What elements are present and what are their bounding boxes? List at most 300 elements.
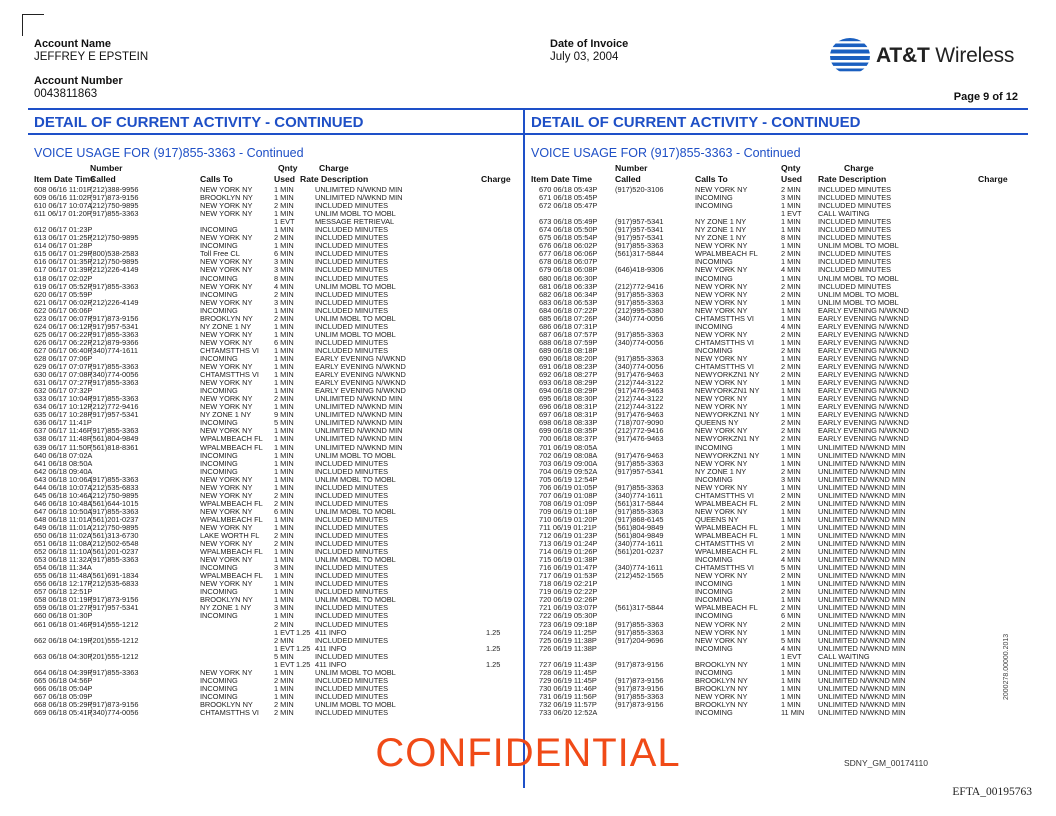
- calls-to: NY ZONE 1 NY: [200, 603, 252, 613]
- item-date-time: 673 06/18 05:49P: [539, 217, 598, 227]
- calls-to: NEW YORK NY: [695, 297, 748, 307]
- calls-to: CHTAMSTTHS VI: [695, 313, 754, 323]
- description: INCLUDED MINUTES: [315, 531, 389, 541]
- called-number: (561)313-6730: [90, 531, 139, 541]
- table-row: [531, 588, 1021, 596]
- calls-to: NEW YORK NY: [200, 233, 253, 243]
- qty-used: 1 MIN: [274, 193, 294, 203]
- table-row: [531, 500, 1021, 508]
- calls-to: BROOKLYN NY: [695, 659, 748, 669]
- called-number: (917)873-9156: [615, 683, 664, 693]
- qty-used: 2 MIN: [781, 185, 801, 194]
- qty-used: 2 MIN: [274, 700, 294, 709]
- calls-to: NY ZONE 1 NY: [695, 225, 747, 235]
- item-date-time: 674 06/18 05:50P: [539, 225, 598, 235]
- qty-used: 2 MIN: [781, 603, 801, 613]
- item-date-time: 657 06/18 12:51P: [34, 587, 93, 597]
- qty-used: 1 MIN: [274, 225, 294, 235]
- table-row: [531, 492, 1021, 500]
- item-date-time: 626 06/17 06:22P: [34, 337, 93, 347]
- description: EARLY EVENING N/WKND: [818, 329, 909, 339]
- called-number: (646)418-9306: [615, 265, 664, 275]
- table-row: [531, 202, 1021, 210]
- table-row: [531, 460, 1021, 468]
- calls-to: NEW YORK NY: [200, 579, 253, 589]
- called-number: (561)818-8361: [90, 442, 139, 452]
- table-row: [531, 371, 1021, 379]
- called-number: (340)774-0056: [615, 337, 664, 347]
- table-row: [531, 395, 1021, 403]
- description: INCLUDED MINUTES: [315, 579, 389, 589]
- qty-used: 3 MIN: [274, 265, 294, 275]
- description: INCLUDED MINUTES: [315, 273, 389, 283]
- calls-to: NEW YORK NY: [695, 378, 748, 388]
- invoice-date: July 03, 2004: [550, 51, 619, 63]
- description: EARLY EVENING N/WKND: [818, 321, 909, 331]
- qty-used: 1 MIN: [274, 345, 294, 355]
- item-date-time: 706 06/19 01:05P: [539, 482, 598, 492]
- qty-used: 8 MIN: [274, 273, 294, 283]
- page-number: Page 9 of 12: [953, 91, 1018, 103]
- description: INCLUDED MINUTES: [315, 249, 389, 259]
- calls-to: NEW YORK NY: [695, 394, 748, 404]
- qty-used: 1 MIN: [781, 482, 801, 492]
- calls-to: INCOMING: [200, 386, 238, 396]
- table-row: [531, 419, 1021, 427]
- item-date-time: 653 06/18 11:32A: [34, 555, 92, 565]
- description: UNLIM MOBL TO MOBL: [818, 241, 899, 251]
- item-date-time: 669 06/18 05:41P: [34, 708, 93, 718]
- table-row: [531, 685, 1021, 693]
- calls-to: NEW YORK NY: [200, 522, 253, 532]
- item-date-time: 667 06/18 05:09P: [34, 691, 93, 701]
- called-number: (917)873-9156: [615, 700, 664, 709]
- table-row: [531, 323, 1021, 331]
- description: UNLIM MOBL TO MOBL: [315, 329, 396, 339]
- qty-used: 1 MIN: [274, 362, 294, 372]
- description: INCLUDED MINUTES: [818, 265, 892, 275]
- item-date-time: 647 06/18 10:50A: [34, 506, 93, 516]
- invoice-date-label: Date of Invoice: [550, 38, 629, 50]
- called-number: (917)476-9463: [615, 370, 664, 380]
- item-date-time: 716 06/19 01:47P: [539, 563, 598, 573]
- item-date-time: 698 06/18 08:33P: [539, 418, 598, 428]
- called-number: (917)957-5341: [615, 225, 664, 235]
- calls-to: NEW YORK NY: [200, 539, 253, 549]
- calls-to: INCOMING: [695, 595, 733, 605]
- table-row: [531, 661, 1021, 669]
- qty-used: 1 MIN: [274, 185, 294, 194]
- item-date-time: 684 06/18 07:22P: [539, 305, 598, 315]
- qty-used: 2 MIN: [781, 249, 801, 259]
- description: UNLIMITED N/WKND MIN: [315, 193, 403, 203]
- item-date-time: 702 06/19 08:08A: [539, 450, 598, 460]
- table-row: [531, 331, 1021, 339]
- qty-used: 1 MIN: [781, 386, 801, 396]
- item-date-time: 695 06/18 08:30P: [539, 394, 598, 404]
- calls-to: NEW YORK NY: [695, 458, 748, 468]
- item-date-time: 668 06/18 05:29P: [34, 700, 93, 709]
- qty-used: 11 MIN: [781, 708, 805, 718]
- description: UNLIMITED N/WKND MIN: [315, 418, 403, 428]
- description: UNLIMITED N/WKND MIN: [818, 531, 906, 541]
- qty-used: 1 MIN: [781, 627, 801, 637]
- rate: 1.25: [296, 643, 311, 653]
- table-row: [531, 508, 1021, 516]
- table-row: [531, 637, 1021, 645]
- calls-to: WPALMBEACH FL: [200, 498, 263, 508]
- calls-to: WPALMBEACH FL: [695, 547, 758, 557]
- description: UNLIM MOBL TO MOBL: [818, 289, 899, 299]
- qty-used: 3 MIN: [781, 193, 801, 203]
- item-date-time: 728 06/19 11:45P: [539, 667, 597, 677]
- description: INCLUDED MINUTES: [315, 321, 389, 331]
- description: INCLUDED MINUTES: [315, 691, 389, 701]
- description: UNLIM MOBL TO MOBL: [818, 273, 899, 283]
- calls-to: WPALMBEACH FL: [695, 249, 758, 259]
- item-date-time: 654 06/18 11:34A: [34, 563, 92, 573]
- description: INCLUDED MINUTES: [315, 305, 389, 315]
- called-number: (201)555-1212: [90, 651, 139, 661]
- item-date-time: 722 06/19 05:30P: [539, 611, 598, 621]
- qty-used: 4 MIN: [274, 281, 294, 291]
- description: UNLIM MOBL TO MOBL: [315, 313, 396, 323]
- qty-used: 1 MIN: [274, 450, 294, 460]
- rate: 1.25: [296, 659, 311, 669]
- item-date-time: 727 06/19 11:43P: [539, 659, 597, 669]
- calls-to: INCOMING: [200, 450, 238, 460]
- qty-used: 3 MIN: [274, 603, 294, 613]
- calls-to: NEW YORK NY: [695, 402, 748, 412]
- table-row: [531, 299, 1021, 307]
- called-number: (917)855-3363: [615, 619, 664, 629]
- description: UNLIMITED N/WKND MIN: [315, 402, 403, 412]
- table-row: [531, 548, 1021, 556]
- qty-used: 1 MIN: [274, 522, 294, 532]
- called-number: (212)772-9416: [615, 281, 664, 291]
- item-date-time: 683 06/18 06:53P: [539, 297, 598, 307]
- called-number: (561)201-0237: [90, 514, 139, 524]
- table-row: [531, 315, 1021, 323]
- item-date-time: 627 06/17 06:40P: [34, 345, 93, 355]
- description: EARLY EVENING N/WKND: [315, 353, 406, 363]
- table-row: [531, 604, 1021, 612]
- item-date-time: 617 06/17 01:39P: [34, 265, 93, 275]
- table-row: [531, 210, 1021, 218]
- table-row: [531, 291, 1021, 299]
- description: INCLUDED MINUTES: [818, 185, 892, 194]
- calls-to: NEW YORK NY: [200, 402, 253, 412]
- description: INCLUDED MINUTES: [315, 651, 389, 661]
- item-date-time: 636 06/17 11:41P: [34, 418, 92, 428]
- description: UNLIMITED N/WKND MIN: [818, 603, 906, 613]
- item-date-time: 634 06/17 10:12P: [34, 402, 93, 412]
- table-row: [531, 629, 1021, 637]
- item-date-time: 638 06/17 11:48P: [34, 434, 92, 444]
- description: UNLIMITED N/WKND MIN: [818, 442, 906, 452]
- item-date-time: 688 06/18 07:59P: [539, 337, 598, 347]
- item-date-time: 699 06/18 08:35P: [539, 426, 598, 436]
- qty-used: 2 MIN: [274, 531, 294, 541]
- calls-to: CHTAMSTTHS VI: [695, 362, 754, 372]
- qty-used: 3 MIN: [274, 257, 294, 267]
- item-date-time: 610 06/17 10:07A: [34, 201, 93, 211]
- calls-to: NEW YORK NY: [200, 265, 253, 275]
- description: UNLIMITED N/WKND MIN: [315, 426, 403, 436]
- called-number: (561)804-9849: [90, 434, 139, 444]
- item-date-time: 711 06/19 01:21P: [539, 522, 597, 532]
- qty-used: 1 MIN: [274, 353, 294, 363]
- description: INCLUDED MINUTES: [315, 490, 389, 500]
- calls-to: NEW YORK NY: [695, 691, 748, 701]
- item-date-time: 665 06/18 04:56P: [34, 675, 93, 685]
- called-number: (561)317-5844: [615, 498, 664, 508]
- qty-used: 1 MIN: [274, 587, 294, 597]
- vertical-id: 2000278.00000.2013: [1003, 633, 1010, 700]
- qty-used: 5 MIN: [781, 563, 801, 573]
- called-number: (212)750-9895: [90, 257, 139, 267]
- qty-used: 1 MIN: [781, 458, 801, 468]
- calls-to: INCOMING: [200, 241, 238, 251]
- description: INCLUDED MINUTES: [315, 611, 389, 621]
- table-row: [531, 363, 1021, 371]
- table-row: [531, 427, 1021, 435]
- qty-used: 1 MIN: [781, 225, 801, 235]
- called-number: (917)855-3363: [615, 458, 664, 468]
- qty-used: 3 MIN: [781, 474, 801, 484]
- qty-used: 1 MIN: [781, 394, 801, 404]
- usage-rows-left: [34, 186, 524, 717]
- description: UNLIMITED N/WKND MIN: [818, 482, 906, 492]
- calls-to: INCOMING: [200, 611, 238, 621]
- item-date-time: 655 06/18 11:48A: [34, 571, 92, 581]
- description: UNLIM MOBL TO MOBL: [315, 700, 396, 709]
- called-number: (917)476-9463: [615, 434, 664, 444]
- qty-used: 1 MIN: [781, 531, 801, 541]
- item-date-time: 659 06/18 01:27P: [34, 603, 93, 613]
- qty-used: 2 MIN: [781, 362, 801, 372]
- description: UNLIMITED N/WKND MIN: [315, 442, 403, 452]
- item-date-time: 643 06/18 10:06A: [34, 474, 93, 484]
- calls-to: INCOMING: [695, 193, 733, 203]
- description: UNLIM MOBL TO MOBL: [315, 595, 396, 605]
- description: UNLIMITED N/WKND MIN: [315, 394, 403, 404]
- item-date-time: 713 06/19 01:24P: [539, 539, 598, 549]
- called-number: (917)855-3363: [615, 241, 664, 251]
- description: 411 INFO: [315, 659, 347, 669]
- item-date-time: 664 06/18 04:39P: [34, 667, 93, 677]
- description: EARLY EVENING N/WKND: [315, 378, 406, 388]
- qty-used: 5 MIN: [274, 651, 294, 661]
- item-date-time: 705 06/19 12:54P: [539, 474, 598, 484]
- qty-used: 1 MIN: [274, 466, 294, 476]
- description: UNLIMITED N/WKND MIN: [818, 691, 906, 701]
- item-date-time: 658 06/18 01:19P: [34, 595, 93, 605]
- called-number: (917)957-5341: [90, 410, 139, 420]
- qty-used: 4 MIN: [781, 555, 801, 565]
- calls-to: WPALMBEACH FL: [695, 603, 758, 613]
- crop-mark: [22, 14, 44, 36]
- description: UNLIM MOBL TO MOBL: [315, 474, 396, 484]
- description: UNLIMITED N/WKND MIN: [818, 506, 906, 516]
- calls-to: INCOMING: [695, 587, 733, 597]
- description: INCLUDED MINUTES: [818, 217, 892, 227]
- item-date-time: 620 06/17 05:59P: [34, 289, 93, 299]
- item-date-time: 697 06/18 08:31P: [539, 410, 598, 420]
- table-row: [531, 347, 1021, 355]
- table-row: [531, 307, 1021, 315]
- item-date-time: 630 06/17 07:08P: [34, 370, 93, 380]
- item-date-time: 672 06/18 05:47P: [539, 201, 598, 211]
- description: UNLIMITED N/WKND MIN: [818, 571, 906, 581]
- calls-to: NEW YORK NY: [200, 257, 253, 267]
- description: INCLUDED MINUTES: [315, 289, 389, 299]
- description: UNLIMITED N/WKND MIN: [818, 611, 906, 621]
- qty-used: 5 MIN: [781, 635, 801, 645]
- item-date-time: 675 06/18 05:54P: [539, 233, 598, 243]
- calls-to: NEW YORK NY: [200, 490, 253, 500]
- qty-used: 1 MIN: [274, 571, 294, 581]
- qty-used: 8 MIN: [781, 233, 801, 243]
- calls-to: INCOMING: [200, 458, 238, 468]
- table-row: [531, 532, 1021, 540]
- table-row: [531, 677, 1021, 685]
- description: 411 INFO: [315, 627, 347, 637]
- table-row: [531, 218, 1021, 226]
- description: INCLUDED MINUTES: [315, 514, 389, 524]
- description: INCLUDED MINUTES: [315, 675, 389, 685]
- item-date-time: 646 06/18 10:48A: [34, 498, 93, 508]
- calls-to: QUEENS NY: [695, 418, 739, 428]
- item-date-time: 631 06/17 07:27P: [34, 378, 93, 388]
- called-number: (340)774-1611: [615, 490, 663, 500]
- section-title-right: DETAIL OF CURRENT ACTIVITY - CONTINUED: [531, 114, 861, 131]
- called-number: (917)868-6145: [615, 514, 664, 524]
- calls-to: NY ZONE 1 NY: [695, 233, 747, 243]
- table-header: Item Date Time Called Calls To Used Rate Description Charge: [531, 174, 1008, 184]
- item-date-time: 670 06/18 05:43P: [539, 185, 598, 194]
- qty-used: 1 MIN: [781, 683, 801, 693]
- description: CALL WAITING: [818, 651, 870, 661]
- charge: 1.25: [486, 627, 501, 637]
- calls-to: INCOMING: [200, 225, 238, 235]
- table-row: [531, 452, 1021, 460]
- qty-used: 2 MIN: [274, 233, 294, 243]
- called-number: (917)855-3363: [615, 297, 664, 307]
- item-date-time: 690 06/18 08:20P: [539, 353, 598, 363]
- called-number: (917)873-9156: [615, 675, 664, 685]
- item-date-time: 719 06/19 02:22P: [539, 587, 598, 597]
- called-number: (917)476-9463: [615, 450, 664, 460]
- description: EARLY EVENING N/WKND: [818, 394, 909, 404]
- qty-used: 1 MIN: [274, 474, 294, 484]
- qty-used: 1 MIN: [274, 386, 294, 396]
- description: UNLIM MOBL TO MOBL: [315, 506, 396, 516]
- description: UNLIMITED N/WKND MIN: [315, 185, 403, 194]
- qty-used: 2 MIN: [781, 547, 801, 557]
- called-number: (917)855-3363: [90, 667, 139, 677]
- description: INCLUDED MINUTES: [315, 587, 389, 597]
- calls-to: CHTAMSTTHS VI: [695, 563, 754, 573]
- globe-icon: [828, 36, 872, 76]
- calls-to: BROOKLYN NY: [200, 700, 253, 709]
- description: UNLIMITED N/WKND MIN: [818, 490, 906, 500]
- qty-used: 2 MIN: [274, 635, 294, 645]
- table-row: [531, 468, 1021, 476]
- table-row: [531, 242, 1021, 250]
- called-number: (340)774-1611: [615, 539, 663, 549]
- calls-to: NEW YORK NY: [200, 394, 253, 404]
- called-number: (917)873-9156: [90, 700, 139, 709]
- table-row: [531, 540, 1021, 548]
- item-date-time: 685 06/18 07:26P: [539, 313, 598, 323]
- calls-to: INCOMING: [200, 353, 238, 363]
- called-number: (212)750-9895: [90, 233, 139, 243]
- item-date-time: 661 06/18 01:46P: [34, 619, 93, 629]
- calls-to: NEW YORK NY: [695, 265, 748, 275]
- qty-used: 2 MIN: [274, 539, 294, 549]
- qty-used: 2 MIN: [781, 539, 801, 549]
- description: UNLIM MOBL TO MOBL: [315, 555, 396, 565]
- calls-to: INCOMING: [695, 321, 733, 331]
- description: INCLUDED MINUTES: [315, 225, 389, 235]
- qty-used: 1 MIN: [274, 683, 294, 693]
- calls-to: BROOKLYN NY: [200, 595, 253, 605]
- description: EARLY EVENING N/WKND: [315, 386, 406, 396]
- description: UNLIMITED N/WKND MIN: [818, 555, 906, 565]
- table-row: [531, 379, 1021, 387]
- description: INCLUDED MINUTES: [315, 458, 389, 468]
- called-number: (212)744-3122: [615, 378, 664, 388]
- calls-to: NEW YORK NY: [695, 627, 748, 637]
- called-number: (212)744-3122: [615, 402, 664, 412]
- calls-to: NEW YORK NY: [695, 353, 748, 363]
- description: EARLY EVENING N/WKND: [818, 434, 909, 444]
- table-row: [531, 580, 1021, 588]
- description: UNLIMITED N/WKND MIN: [818, 514, 906, 524]
- table-row: [531, 612, 1021, 620]
- item-date-time: 637 06/17 11:46P: [34, 426, 92, 436]
- item-date-time: 730 06/19 11:46P: [539, 683, 597, 693]
- item-date-time: 703 06/19 09:00A: [539, 458, 598, 468]
- calls-to: INCOMING: [200, 691, 238, 701]
- called-number: (561)201-0237: [90, 547, 139, 557]
- table-row: [531, 693, 1021, 701]
- qty-used: 2 MIN: [781, 418, 801, 428]
- description: EARLY EVENING N/WKND: [818, 402, 909, 412]
- calls-to: NEW YORK NY: [200, 297, 253, 307]
- item-date-time: 629 06/17 07:07P: [34, 362, 93, 372]
- called-number: (917)873-9156: [90, 193, 139, 203]
- called-number: (212)995-5380: [615, 305, 664, 315]
- qty-used: 1 MIN: [781, 257, 801, 267]
- qty-used: 1 MIN: [781, 442, 801, 452]
- qty-used: 2 MIN: [781, 281, 801, 291]
- calls-to: NEW YORK NY: [200, 555, 253, 565]
- description: EARLY EVENING N/WKND: [315, 362, 406, 372]
- called-number: (917)957-5341: [90, 321, 139, 331]
- description: INCLUDED MINUTES: [315, 337, 389, 347]
- called-number: (917)476-9463: [615, 386, 664, 396]
- calls-to: NEW YORK NY: [200, 482, 253, 492]
- table-row: [531, 476, 1021, 484]
- description: UNLIM MOBL TO MOBL: [315, 450, 396, 460]
- item-date-time: 724 06/19 11:25P: [539, 627, 597, 637]
- table-row: [531, 484, 1021, 492]
- description: EARLY EVENING N/WKND: [818, 305, 909, 315]
- calls-to: NEW YORK NY: [695, 635, 748, 645]
- calls-to: NEW YORK NY: [200, 329, 253, 339]
